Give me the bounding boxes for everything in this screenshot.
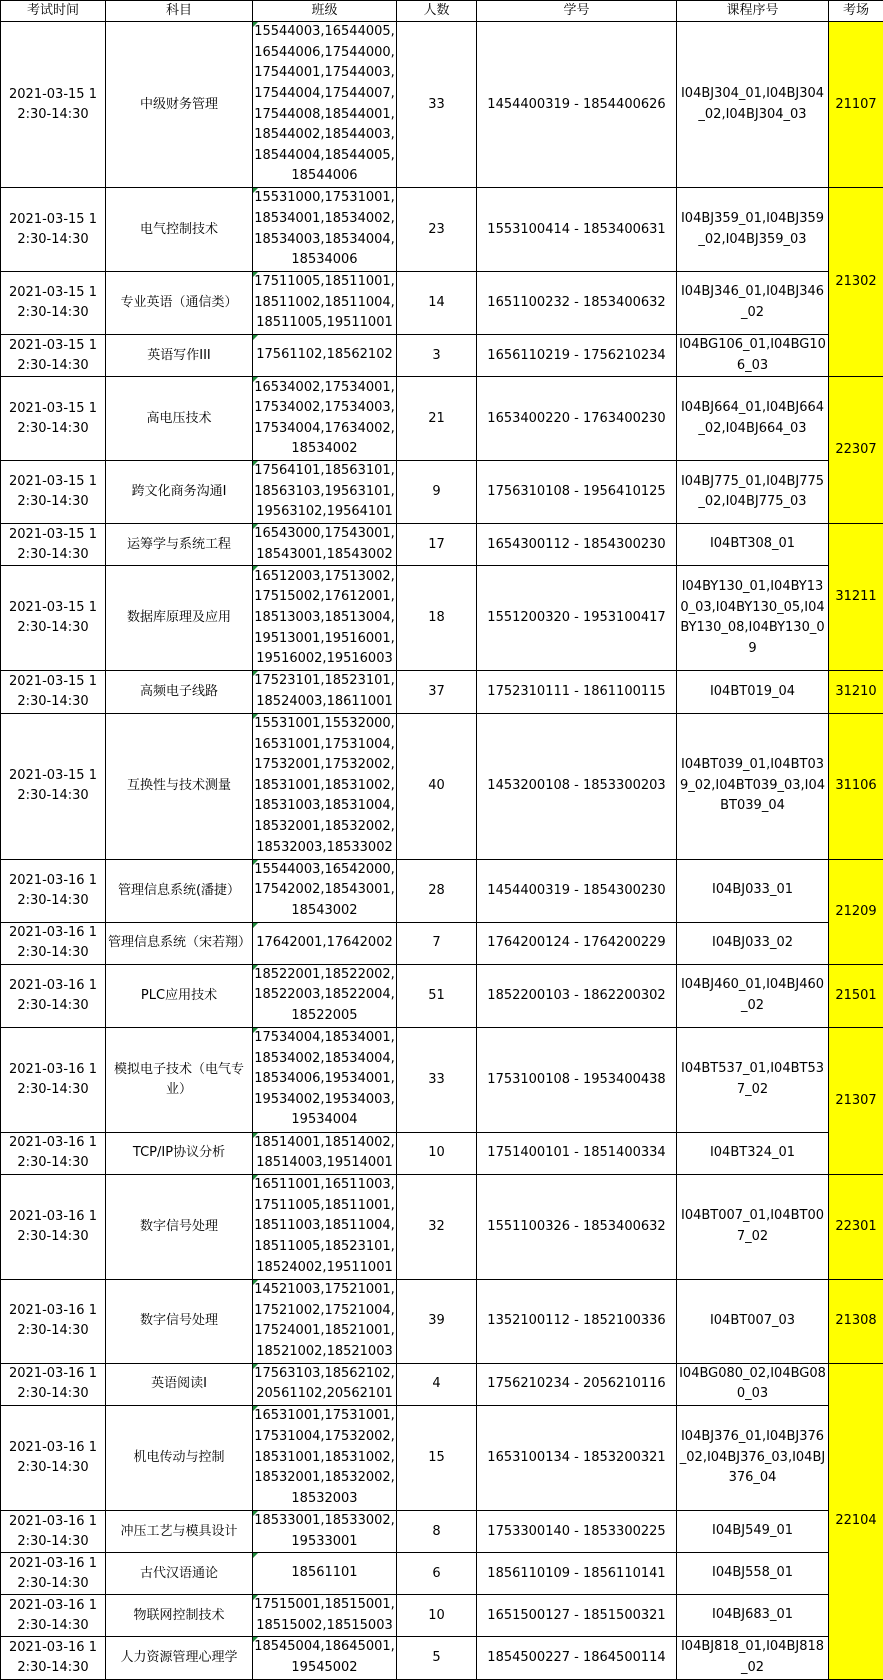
cell-student-ids: 1751400101 - 1851400334 xyxy=(477,1132,677,1174)
cell-course-number: I04BT007_01,I04BT007_02 xyxy=(677,1174,829,1279)
cell-course-number: I04BJ033_01 xyxy=(677,859,829,922)
cell-student-ids: 1656110219 - 1756210234 xyxy=(477,335,677,377)
cell-student-ids: 1653100134 - 1853200321 xyxy=(477,1405,677,1510)
cell-course-number: I04BJ304_01,I04BJ304_02,I04BJ304_03 xyxy=(677,22,829,188)
cell-classes: 17563103,18562102,20561102,20562101 xyxy=(253,1363,397,1405)
cell-student-ids: 1454400319 - 1854300230 xyxy=(477,859,677,922)
cell-subject: 管理信息系统(潘捷） xyxy=(106,859,253,922)
cell-subject: 电气控制技术 xyxy=(106,188,253,272)
header-count: 人数 xyxy=(397,1,477,22)
header-exam-time: 考试时间 xyxy=(1,1,106,22)
cell-student-ids: 1654300112 - 1854300230 xyxy=(477,524,677,566)
cell-count: 32 xyxy=(397,1174,477,1279)
cell-exam-time: 2021-03-16 12:30-14:30 xyxy=(1,1510,106,1552)
table-row xyxy=(1,1279,883,1363)
cell-student-ids: 1454400319 - 1854400626 xyxy=(477,22,677,188)
cell-subject: 冲压工艺与模具设计 xyxy=(106,1510,253,1552)
cell-subject: 英语写作III xyxy=(106,335,253,377)
cell-course-number: I04BT039_01,I04BT039_02,I04BT039_03,I04BT039_04 xyxy=(677,713,829,859)
cell-classes: 18533001,18533002,19533001 xyxy=(253,1510,397,1552)
cell-classes: 16543000,17543001,18543001,18543002 xyxy=(253,524,397,566)
cell-count: 39 xyxy=(397,1279,477,1363)
cell-count: 28 xyxy=(397,859,477,922)
cell-student-ids: 1764200124 - 1764200229 xyxy=(477,922,677,964)
table-row xyxy=(1,566,883,671)
cell-classes: 16512003,17513002,17515002,17612001,18513003,18513004,19513001,19516001,19516002,19516003 xyxy=(253,566,397,671)
cell-classes: 17515001,18515001,18515002,18515003 xyxy=(253,1595,397,1637)
cell-course-number: I04BT019_04 xyxy=(677,671,829,713)
cell-count: 8 xyxy=(397,1510,477,1552)
cell-course-number: I04BJ558_01 xyxy=(677,1553,829,1595)
cell-count: 3 xyxy=(397,335,477,377)
cell-subject: 物联网控制技术 xyxy=(106,1595,253,1637)
cell-exam-time: 2021-03-15 12:30-14:30 xyxy=(1,272,106,335)
cell-count: 5 xyxy=(397,1637,477,1679)
cell-exam-room: 21501 xyxy=(829,964,883,1027)
table-body xyxy=(1,22,883,1680)
cell-exam-time: 2021-03-16 12:30-14:30 xyxy=(1,922,106,964)
cell-course-number: I04BT308_01 xyxy=(677,524,829,566)
cell-exam-time: 2021-03-15 12:30-14:30 xyxy=(1,461,106,524)
cell-exam-room: 21302 xyxy=(829,188,883,377)
cell-exam-time: 2021-03-16 12:30-14:30 xyxy=(1,964,106,1027)
cell-course-number: I04BJ460_01,I04BJ460_02 xyxy=(677,964,829,1027)
cell-student-ids: 1352100112 - 1852100336 xyxy=(477,1279,677,1363)
cell-exam-time: 2021-03-15 12:30-14:30 xyxy=(1,713,106,859)
table-row xyxy=(1,1027,883,1132)
table-row xyxy=(1,377,883,461)
cell-course-number: I04BJ775_01,I04BJ775_02,I04BJ775_03 xyxy=(677,461,829,524)
cell-exam-time: 2021-03-15 12:30-14:30 xyxy=(1,524,106,566)
table-row xyxy=(1,1405,883,1510)
cell-classes: 17642001,17642002 xyxy=(253,922,397,964)
table-row xyxy=(1,524,883,566)
cell-count: 37 xyxy=(397,671,477,713)
table-row xyxy=(1,1553,883,1595)
cell-subject: 古代汉语通论 xyxy=(106,1553,253,1595)
header-subject: 科目 xyxy=(106,1,253,22)
cell-subject: 专业英语（通信类） xyxy=(106,272,253,335)
cell-subject: 管理信息系统（宋若翔） xyxy=(106,922,253,964)
cell-student-ids: 1854500227 - 1864500114 xyxy=(477,1637,677,1679)
cell-exam-time: 2021-03-16 12:30-14:30 xyxy=(1,1637,106,1679)
cell-count: 15 xyxy=(397,1405,477,1510)
cell-course-number: I04BJ683_01 xyxy=(677,1595,829,1637)
table-row xyxy=(1,1595,883,1637)
table-row xyxy=(1,22,883,188)
cell-count: 10 xyxy=(397,1595,477,1637)
cell-count: 33 xyxy=(397,22,477,188)
cell-subject: 高频电子线路 xyxy=(106,671,253,713)
cell-course-number: I04BT007_03 xyxy=(677,1279,829,1363)
table-row xyxy=(1,671,883,713)
cell-exam-time: 2021-03-16 12:30-14:30 xyxy=(1,1553,106,1595)
cell-count: 40 xyxy=(397,713,477,859)
table-row xyxy=(1,922,883,964)
cell-subject: PLC应用技术 xyxy=(106,964,253,1027)
cell-classes: 18561101 xyxy=(253,1553,397,1595)
cell-classes: 17561102,18562102 xyxy=(253,335,397,377)
cell-subject: 机电传动与控制 xyxy=(106,1405,253,1510)
header-exam-room: 考场 xyxy=(829,1,883,22)
cell-course-number: I04BT324_01 xyxy=(677,1132,829,1174)
cell-exam-room: 31210 xyxy=(829,671,883,713)
cell-classes: 18545004,18645001,19545002 xyxy=(253,1637,397,1679)
cell-exam-room: 21308 xyxy=(829,1279,883,1363)
table-row xyxy=(1,461,883,524)
cell-course-number: I04BT537_01,I04BT537_02 xyxy=(677,1027,829,1132)
cell-exam-room: 22301 xyxy=(829,1174,883,1279)
cell-student-ids: 1651500127 - 1851500321 xyxy=(477,1595,677,1637)
cell-classes: 14521003,17521001,17521002,17521004,17524001,18521001,18521002,18521003 xyxy=(253,1279,397,1363)
cell-student-ids: 1852200103 - 1862200302 xyxy=(477,964,677,1027)
cell-classes: 18522001,18522002,18522003,18522004,18522005 xyxy=(253,964,397,1027)
header-row xyxy=(1,1,883,22)
table-row xyxy=(1,713,883,859)
cell-count: 14 xyxy=(397,272,477,335)
table-row xyxy=(1,1363,883,1405)
table-header xyxy=(1,1,883,22)
table-row xyxy=(1,859,883,922)
header-class: 班级 xyxy=(253,1,397,22)
cell-exam-room: 31106 xyxy=(829,713,883,859)
cell-subject: 数据库原理及应用 xyxy=(106,566,253,671)
cell-classes: 17511005,18511001,18511002,18511004,18511005,19511001 xyxy=(253,272,397,335)
cell-subject: 英语阅读I xyxy=(106,1363,253,1405)
cell-student-ids: 1453200108 - 1853300203 xyxy=(477,713,677,859)
cell-course-number: I04BG106_01,I04BG106_03 xyxy=(677,335,829,377)
cell-subject: 互换性与技术测量 xyxy=(106,713,253,859)
cell-count: 51 xyxy=(397,964,477,1027)
cell-subject: 跨文化商务沟通I xyxy=(106,461,253,524)
cell-count: 7 xyxy=(397,922,477,964)
cell-exam-room: 21107 xyxy=(829,22,883,188)
cell-course-number: I04BJ376_01,I04BJ376_02,I04BJ376_03,I04BJ376_04 xyxy=(677,1405,829,1510)
cell-student-ids: 1753100108 - 1953400438 xyxy=(477,1027,677,1132)
cell-count: 4 xyxy=(397,1363,477,1405)
cell-student-ids: 1651100232 - 1853400632 xyxy=(477,272,677,335)
cell-exam-time: 2021-03-16 12:30-14:30 xyxy=(1,859,106,922)
cell-student-ids: 1553100414 - 1853400631 xyxy=(477,188,677,272)
cell-exam-time: 2021-03-15 12:30-14:30 xyxy=(1,566,106,671)
cell-course-number: I04BJ359_01,I04BJ359_02,I04BJ359_03 xyxy=(677,188,829,272)
cell-student-ids: 1752310111 - 1861100115 xyxy=(477,671,677,713)
cell-exam-time: 2021-03-15 12:30-14:30 xyxy=(1,335,106,377)
cell-classes: 16534002,17534001,17534002,17534003,17534004,17634002,18534002 xyxy=(253,377,397,461)
cell-exam-time: 2021-03-16 12:30-14:30 xyxy=(1,1405,106,1510)
cell-exam-room: 21307 xyxy=(829,1027,883,1174)
cell-subject: 高电压技术 xyxy=(106,377,253,461)
cell-exam-time: 2021-03-16 12:30-14:30 xyxy=(1,1132,106,1174)
cell-student-ids: 1753300140 - 1853300225 xyxy=(477,1510,677,1552)
cell-exam-room: 21209 xyxy=(829,859,883,964)
table-row xyxy=(1,188,883,272)
cell-course-number: I04BJ033_02 xyxy=(677,922,829,964)
cell-count: 33 xyxy=(397,1027,477,1132)
cell-count: 6 xyxy=(397,1553,477,1595)
cell-course-number: I04BJ664_01,I04BJ664_02,I04BJ664_03 xyxy=(677,377,829,461)
cell-exam-room: 31211 xyxy=(829,524,883,671)
cell-subject: 数字信号处理 xyxy=(106,1279,253,1363)
header-course-number: 课程序号 xyxy=(677,1,829,22)
cell-subject: 运筹学与系统工程 xyxy=(106,524,253,566)
cell-count: 10 xyxy=(397,1132,477,1174)
cell-exam-time: 2021-03-16 12:30-14:30 xyxy=(1,1174,106,1279)
cell-exam-time: 2021-03-16 12:30-14:30 xyxy=(1,1027,106,1132)
cell-student-ids: 1551100326 - 1853400632 xyxy=(477,1174,677,1279)
table-row xyxy=(1,335,883,377)
table-row xyxy=(1,964,883,1027)
cell-classes: 16511001,16511003,17511005,18511001,18511003,18511004,18511005,18523101,18524002,19511001 xyxy=(253,1174,397,1279)
cell-exam-time: 2021-03-15 12:30-14:30 xyxy=(1,188,106,272)
cell-exam-room: 22307 xyxy=(829,377,883,524)
cell-student-ids: 1756210234 - 2056210116 xyxy=(477,1363,677,1405)
cell-count: 17 xyxy=(397,524,477,566)
cell-count: 18 xyxy=(397,566,477,671)
cell-exam-time: 2021-03-16 12:30-14:30 xyxy=(1,1595,106,1637)
cell-classes: 15531000,17531001,18534001,18534002,18534003,18534004,18534006 xyxy=(253,188,397,272)
cell-exam-time: 2021-03-15 12:30-14:30 xyxy=(1,671,106,713)
table-row xyxy=(1,1132,883,1174)
table-row xyxy=(1,272,883,335)
cell-course-number: I04BJ346_01,I04BJ346_02 xyxy=(677,272,829,335)
cell-exam-time: 2021-03-16 12:30-14:30 xyxy=(1,1363,106,1405)
table-row xyxy=(1,1637,883,1679)
cell-count: 9 xyxy=(397,461,477,524)
cell-subject: 数字信号处理 xyxy=(106,1174,253,1279)
cell-classes: 18514001,18514002,18514003,19514001 xyxy=(253,1132,397,1174)
cell-classes: 15531001,15532000,16531001,17531004,17532001,17532002,18531001,18531002,18531003,18531004,18532001,18532002,18532003,18533002 xyxy=(253,713,397,859)
cell-exam-time: 2021-03-16 12:30-14:30 xyxy=(1,1279,106,1363)
cell-classes: 17564101,18563101,18563103,19563101,19563102,19564101 xyxy=(253,461,397,524)
table-row xyxy=(1,1174,883,1279)
cell-course-number: I04BG080_02,I04BG080_03 xyxy=(677,1363,829,1405)
cell-course-number: I04BY130_01,I04BY130_03,I04BY130_05,I04BY130_08,I04BY130_09 xyxy=(677,566,829,671)
cell-student-ids: 1856110109 - 1856110141 xyxy=(477,1553,677,1595)
cell-subject: 中级财务管理 xyxy=(106,22,253,188)
cell-subject: TCP/IP协议分析 xyxy=(106,1132,253,1174)
cell-classes: 17523101,18523101,18524003,18611001 xyxy=(253,671,397,713)
cell-classes: 15544003,16544005,16544006,17544000,17544001,17544003,17544004,17544007,17544008,18544001,18544002,18544003,18544004,18544005,18544006 xyxy=(253,22,397,188)
cell-classes: 16531001,17531001,17531004,17532002,18531001,18531002,18532001,18532002,18532003 xyxy=(253,1405,397,1510)
cell-student-ids: 1756310108 - 1956410125 xyxy=(477,461,677,524)
table-row xyxy=(1,1510,883,1552)
cell-classes: 17534004,18534001,18534002,18534004,18534006,19534001,19534002,19534003,19534004 xyxy=(253,1027,397,1132)
cell-subject: 模拟电子技术（电气专业） xyxy=(106,1027,253,1132)
cell-course-number: I04BJ818_01,I04BJ818_02 xyxy=(677,1637,829,1679)
cell-exam-time: 2021-03-15 12:30-14:30 xyxy=(1,22,106,188)
cell-course-number: I04BJ549_01 xyxy=(677,1510,829,1552)
cell-subject: 人力资源管理心理学 xyxy=(106,1637,253,1679)
header-student-id: 学号 xyxy=(477,1,677,22)
cell-count: 23 xyxy=(397,188,477,272)
cell-exam-room: 22104 xyxy=(829,1363,883,1679)
cell-classes: 15544003,16542000,17542002,18543001,18543002 xyxy=(253,859,397,922)
cell-student-ids: 1653400220 - 1763400230 xyxy=(477,377,677,461)
cell-exam-time: 2021-03-15 12:30-14:30 xyxy=(1,377,106,461)
cell-student-ids: 1551200320 - 1953100417 xyxy=(477,566,677,671)
cell-count: 21 xyxy=(397,377,477,461)
